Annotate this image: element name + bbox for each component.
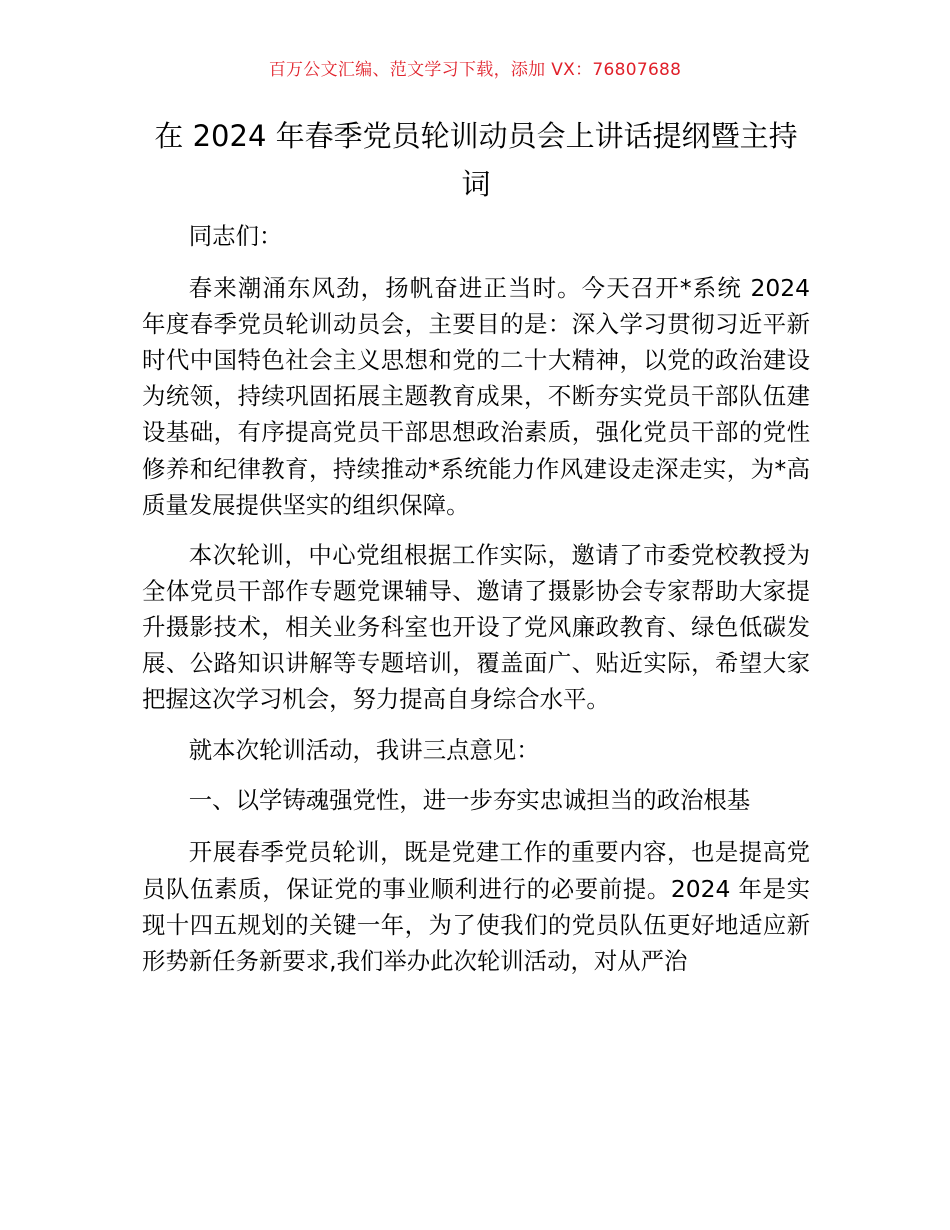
watermark-banner: 百万公文汇编、范文学习下载，添加 VX：76807688 — [268, 60, 682, 80]
salutation-paragraph: 同志们： — [188, 222, 283, 250]
document-title: 在 2024 年春季党员轮训动员会上讲话提纲暨主持词 — [154, 119, 798, 201]
body-paragraph: 开展春季党员轮训，既是党建工作的重要内容，也是提高党员队伍素质，保证党的事业顺利进行的必要前提。2024 年是实现十四五规划的关键一年，为了使我们的党员队伍更好地适应新形势新任务新要求,我们举办此次轮训活动，对从严治 — [142, 838, 810, 975]
section-heading: 一、以学铸魂强党性，进一步夯实忠诚担当的政治根基 — [188, 786, 751, 815]
body-paragraph: 就本次轮训活动，我讲三点意见： — [188, 736, 540, 765]
document-body — [142, 218, 810, 979]
body-paragraph: 本次轮训，中心党组根据工作实际，邀请了市委党校教授为全体党员干部作专题党课辅导、邀请了摄影协会专家帮助大家提升摄影技术，相关业务科室也开设了党风廉政教育、绿色低碳发展、公路知识讲解等专题培训，覆盖面广、贴近实际，希望大家把握这次学习机会，努力提高自身综合水平。 — [142, 540, 810, 714]
body-paragraph: 春来潮涌东风劲，扬帆奋进正当时。今天召开*系统 2024 年度春季党员轮训动员会，主要目的是：深入学习贯彻习近平新时代中国特色社会主义思想和党的二十大精神，以党的政治建设为统领，持续巩固拓展主题教育成果，不断夯实党员干部队伍建设基础，有序提高党员干部思想政治素质，强化党员干部的党性修养和纪律教育，持续推动*系统能力作风建设走深走实，为*高质量发展提供坚实的组织保障。 — [142, 274, 810, 519]
